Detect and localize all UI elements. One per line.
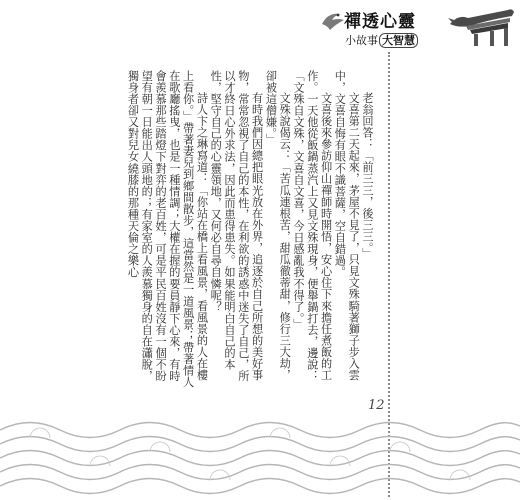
wave-pattern-decoration xyxy=(0,410,520,500)
paragraph: 老翁回答：「前三三，後三三。」 xyxy=(361,92,374,261)
paragraph: 文喜第二天起來，茅屋不見了，只見文殊騎著獅子步入雲中，文喜自悔有眼不識菩薩，空自錯過。 xyxy=(333,70,361,382)
body-text xyxy=(126,70,374,392)
paragraph: 有時我們因總把眼光放在外界，追逐於自己所想的美好事物，常常忽視了自己的本性，在利欲的誘惑中迷失了自己，所以才終日心外求法，因此而患得患失。如果能明白自己的本性，堅守自己的心靈領地，又何必自尋自憐呢？ xyxy=(209,70,264,382)
book-title: 禪透心靈 xyxy=(344,12,416,32)
subtitle-prefix: 小故事 xyxy=(345,34,378,47)
paragraph: 詩人卞之琳寫道：「你站在橋上看風景，看風景的人在樓上看你。」帶著妻兒到鄉間散步，這當然是一道風景；帶著情人在歌廳搖曳，也是一種情調；大權在握的要員靜下心來，有時會羨慕那些踏燈下對弈的老百姓，可是平民百姓沒有一個不盼望有朝一日能出人頭地的；有家室的人羨慕獨身的自在瀟脫，獨身者卻又對兒女繞膝的那種天倫之樂心 xyxy=(126,70,209,388)
paragraph: 文喜後來參訪仰山禪師時開悟，安心住下來擔任煮飯的工作。一天他從飯鍋蒸汽上又見文殊現身，便舉鍋打去，邊說：「文殊自文殊，文喜自文喜，今日感亂我不得了。」 xyxy=(292,70,333,382)
page-number: 12 xyxy=(368,398,385,413)
book-subtitle xyxy=(345,32,418,48)
temple-roof-icon xyxy=(448,4,516,48)
subtitle-highlight: 大智慧 xyxy=(379,33,418,48)
paragraph: 文殊說偈云：「苦瓜連根苦，甜瓜徹蒂甜，修行三大劫，卻被這僧嫌。」 xyxy=(264,70,292,382)
